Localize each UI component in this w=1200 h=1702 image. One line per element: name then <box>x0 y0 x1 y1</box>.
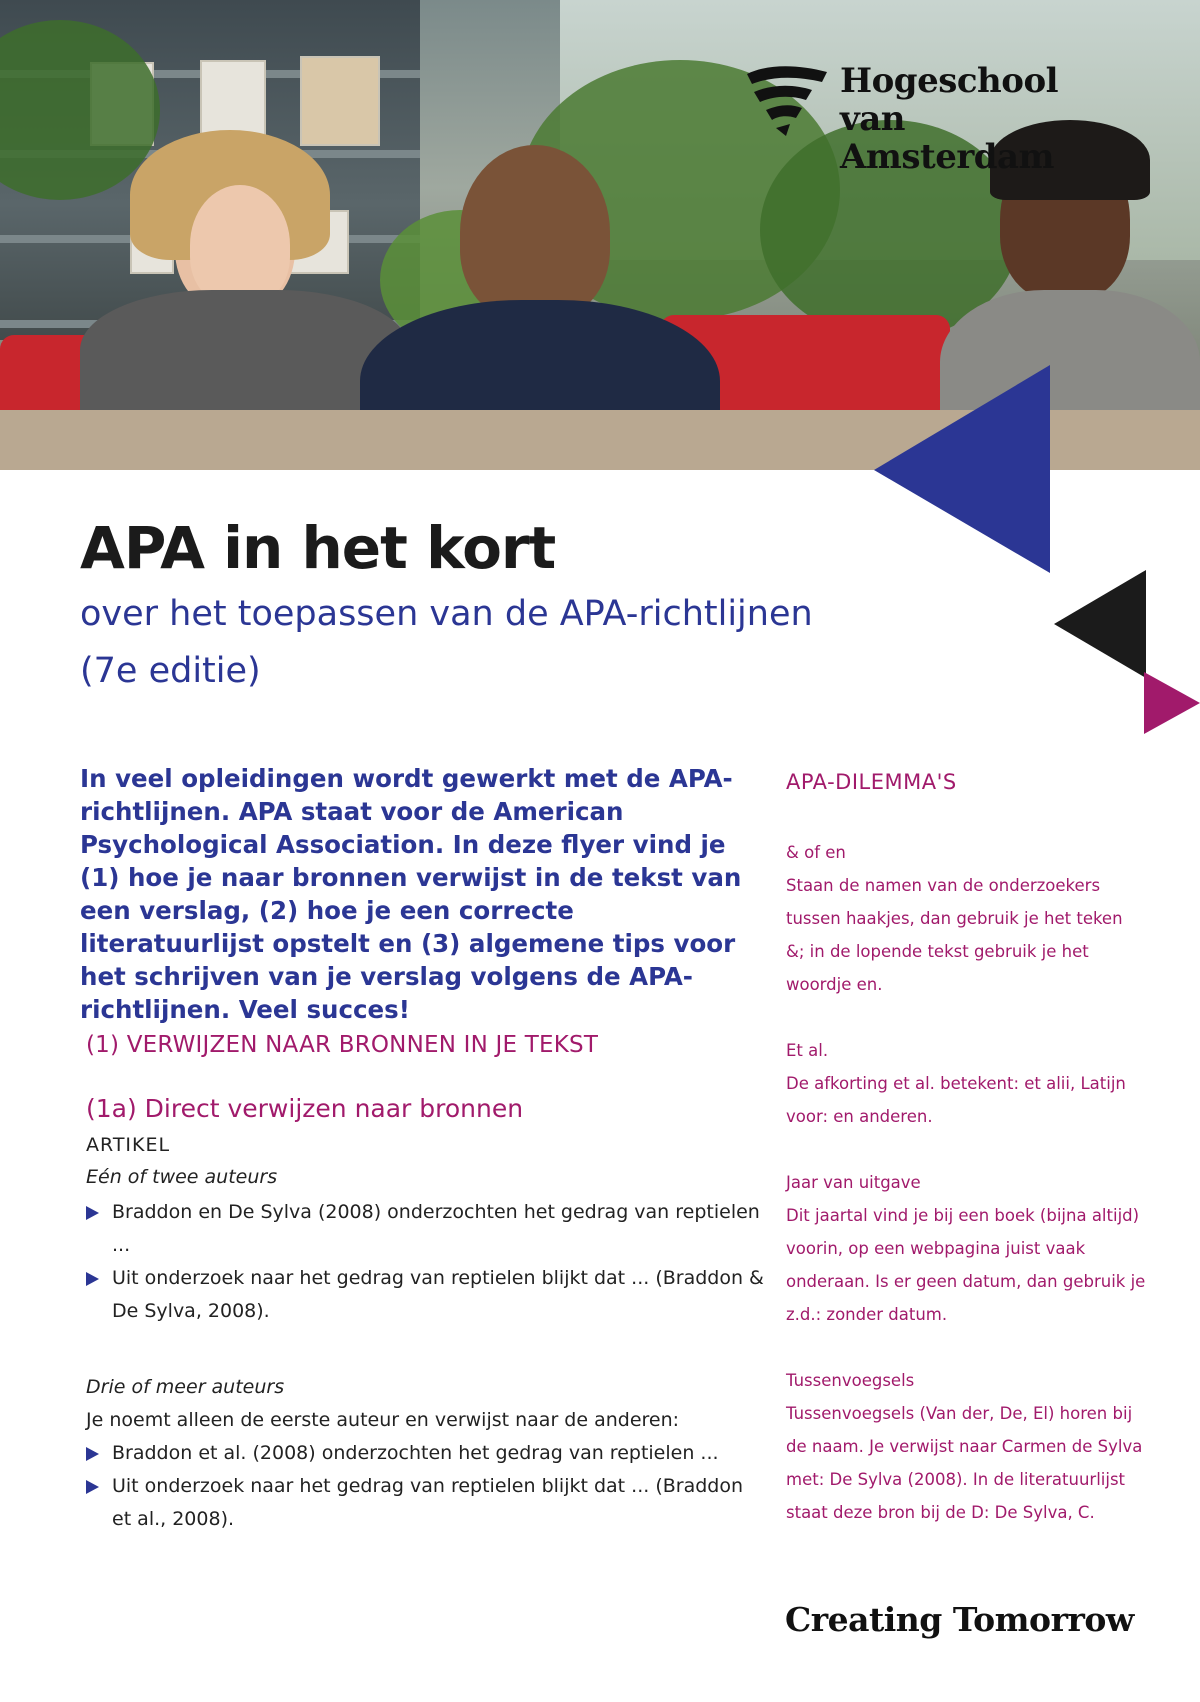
dilemma-term: Jaar van uitgave <box>786 1173 921 1192</box>
dilemma-term: Et al. <box>786 1041 829 1060</box>
section-heading-verwijzen: (1) VERWIJZEN NAAR BRONNEN IN JE TEKST <box>86 1032 599 1058</box>
case-label-three-plus-authors: Drie of meer auteurs <box>86 1376 285 1398</box>
dilemmas-heading: APA-DILEMMA'S <box>786 770 957 794</box>
dilemma-term: & of en <box>786 843 846 862</box>
bullet-triangle-icon <box>86 1447 99 1461</box>
hva-logo-icon <box>742 64 832 138</box>
list-item: Braddon en De Sylva (2008) onderzochten het gedrag van reptielen ... <box>86 1196 766 1262</box>
list-item: Uit onderzoek naar het gedrag van reptielen blijkt dat ... (Braddon et al., 2008). <box>86 1470 766 1536</box>
page-title: APA in het kort <box>80 514 556 582</box>
dilemma-text: Dit jaartal vind je bij een boek (bijna altijd) voorin, op een webpagina juist vaak onderaan. Is er geen datum, dan gebruik je z.d.: zonder datum. <box>786 1206 1146 1324</box>
list-item: Braddon et al. (2008) onderzochten het gedrag van reptielen ... <box>86 1437 766 1470</box>
bullet-triangle-icon <box>86 1206 99 1220</box>
dilemma-and-or-en <box>786 836 1146 1001</box>
subsection-heading-direct: (1a) Direct verwijzen naar bronnen <box>86 1094 524 1123</box>
dilemma-text: De afkorting et al. betekent: et alii, Latijn voor: en anderen. <box>786 1074 1126 1126</box>
case-label-one-two-authors: Eén of twee auteurs <box>86 1166 278 1188</box>
magenta-triangle-shape <box>1144 672 1200 734</box>
page-subtitle: over het toepassen van de APA-richtlijnen (7e editie) <box>80 594 813 691</box>
category-label-artikel: ARTIKEL <box>86 1134 171 1156</box>
dilemma-text: Tussenvoegsels (Van der, De, El) horen bij de naam. Je verwijst naar Carmen de Sylva met: De Sylva (2008). In de literatuurlijst staat deze bron bij de D: De Sylva, C. <box>786 1404 1143 1522</box>
bullet-triangle-icon <box>86 1480 99 1494</box>
blue-triangle-shape <box>874 365 1054 575</box>
dilemma-term: Tussenvoegsels <box>786 1371 915 1390</box>
bullet-triangle-icon <box>86 1272 99 1286</box>
dilemma-tussenvoegsels <box>786 1364 1146 1529</box>
footer-tagline: Creating Tomorrow <box>785 1600 1134 1639</box>
hva-logo <box>742 61 1122 177</box>
case2-bullet-list <box>86 1437 766 1536</box>
hva-logo-text: Hogeschool van Amsterdam <box>840 61 1059 177</box>
black-triangle-shape <box>1054 570 1148 680</box>
intro-paragraph: In veel opleidingen wordt gewerkt met de APA-richtlijnen. APA staat voor de American Psychological Association. In deze flyer vind je (1) hoe je naar bronnen verwijst in de tekst van een verslag, (2) hoe je een correcte literatuurlijst opstelt en (3) algemene tips voor het schrijven van je verslag volgens de APA-richtlijnen. Veel succes! <box>80 764 742 1024</box>
list-item: Uit onderzoek naar het gedrag van reptielen blijkt dat ... (Braddon & De Sylva, 2008). <box>86 1262 766 1328</box>
case2-description: Je noemt alleen de eerste auteur en verwijst naar de anderen: <box>86 1409 680 1431</box>
dilemma-text: Staan de namen van de onderzoekers tussen haakjes, dan gebruik je het teken &; in de lopende tekst gebruik je het woordje en. <box>786 876 1123 994</box>
dilemma-jaar-van-uitgave <box>786 1166 1146 1331</box>
case1-bullet-list <box>86 1196 766 1328</box>
dilemma-et-al <box>786 1034 1146 1133</box>
